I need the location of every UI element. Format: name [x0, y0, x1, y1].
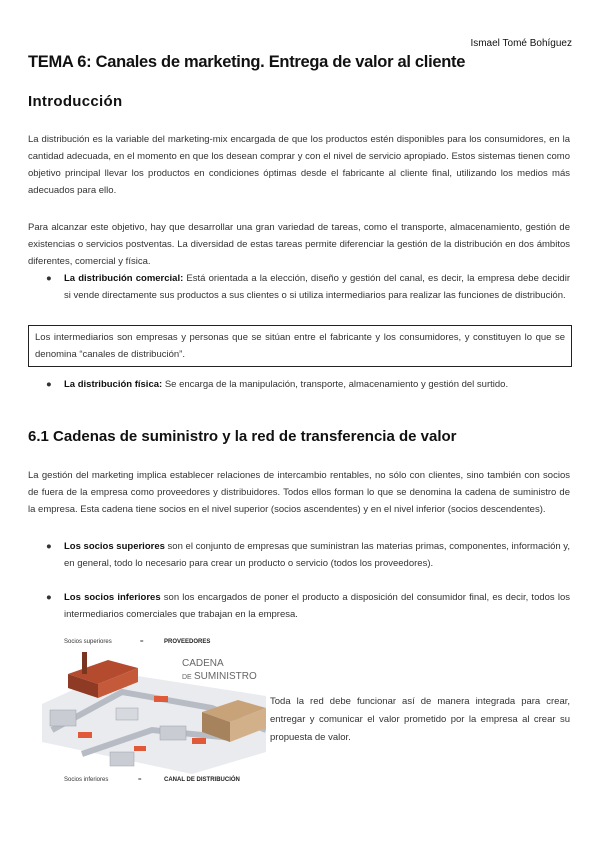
bullet-term: Los socios superiores — [64, 541, 165, 552]
section-heading-introduccion: Introducción — [28, 93, 123, 110]
truck-icon — [192, 738, 206, 744]
figure-bottom-value: CANAL DE DISTRIBUCIÓN — [164, 777, 240, 783]
bullet-text: Se encarga de la manipulación, transporte, almacenamiento y gestión del surtido. — [162, 379, 509, 390]
distributor-building — [50, 710, 76, 726]
figure-de-word: DE — [182, 674, 192, 681]
figure-side-paragraph: Toda la red debe funcionar así de manera integrada para crear, entregar y comunicar el valor prometido por la empresa al crear su propuesta de valor. — [270, 696, 570, 743]
figure-top-label: Socios superiores — [64, 639, 112, 645]
figure-bottom-label: Socios inferiores — [64, 777, 109, 783]
truck-icon — [78, 732, 92, 738]
distributor-building — [160, 726, 186, 740]
bullet-term: La distribución comercial: — [64, 273, 184, 284]
bullet-dot-icon: ● — [46, 541, 52, 552]
bullet-distribucion-fisica — [46, 376, 570, 393]
factory-chimney — [82, 652, 87, 674]
bullet-text: Está orientada a la elección, diseño y gestión del canal, es decir, la empresa debe decidir si vende directamente sus productos a sus clientes o si utiliza intermediarios para realizar las funciones de distribución. — [64, 273, 570, 301]
bullet-distribucion-comercial — [46, 270, 570, 304]
document-title: TEMA 6: Canales de marketing. Entrega de valor al cliente — [28, 53, 466, 71]
bullet-text: son el conjunto de empresas que suministran las materias primas, componentes, información y, en general, todo lo necesario para crear un producto o servicio (todos los proveedores). — [64, 541, 570, 569]
figure-bottom-equals: = — [138, 777, 142, 783]
bullet-text: son los encargados de poner el producto a disposición del consumidor final, es decir, todos los intermediarios comerciales que trabajan en la empresa. — [64, 592, 570, 620]
bullet-term: Los socios inferiores — [64, 592, 161, 603]
figure-cadena-word: CADENA — [182, 658, 224, 669]
author-name: Ismael Tomé Bohíguez — [470, 38, 572, 49]
figure-suministro-word: SUMINISTRO — [194, 671, 257, 682]
distributor-building — [116, 708, 138, 720]
section-heading-6-1: 6.1 Cadenas de suministro y la red de transferencia de valor — [28, 428, 457, 445]
bullet-dot-icon: ● — [46, 273, 52, 284]
truck-icon — [154, 696, 168, 702]
intro-paragraph-1: La distribución es la variable del marketing-mix encargada de que los productos estén disponibles para los consumidores, en la cantidad adecuada, en el momento en que los desean comprar y con el nivel de servicio apropiado. Estos sistemas tienen como objetivo principal llevar los productos en condiciones óptimas desde el fabricante al cliente final, utilizando los medios más adecuados para ello. — [28, 134, 570, 196]
figure-top-value: PROVEEDORES — [164, 639, 211, 645]
distributor-building — [110, 752, 134, 766]
truck-icon — [134, 746, 146, 751]
figure-top-equals: = — [140, 639, 144, 645]
bullet-dot-icon: ● — [46, 592, 52, 603]
section-6-1-paragraph: La gestión del marketing implica establecer relaciones de intercambio rentables, no sólo con clientes, sino también con socios de fuera de la empresa como proveedores y distribuidores. Todos ellos forman lo que se denomina la cadena de suministro de la empresa. Esta cadena tiene socios en el nivel superior (socios ascendentes) y en el nivel inferior (socios descendentes). — [28, 470, 570, 515]
bullet-term: La distribución física: — [64, 379, 163, 390]
bullet-socios-superiores — [46, 538, 570, 572]
bullet-socios-inferiores — [46, 589, 570, 623]
intro-paragraph-2: Para alcanzar este objetivo, hay que desarrollar una gran variedad de tareas, como el transporte, almacenamiento, gestión de existencias o servicios postventas. La diversidad de estas tareas permite diferenciar la gestión de la distribución en dos ámbitos diferentes, comercial y física. — [28, 222, 570, 267]
supply-chain-figure — [42, 634, 266, 786]
highlight-box-intermediarios: Los intermediarios son empresas y personas que se sitúan entre el fabricante y los consumidores, y constituyen lo que se denomina “canales de distribución”. — [28, 325, 572, 367]
bullet-dot-icon: ● — [46, 379, 52, 390]
